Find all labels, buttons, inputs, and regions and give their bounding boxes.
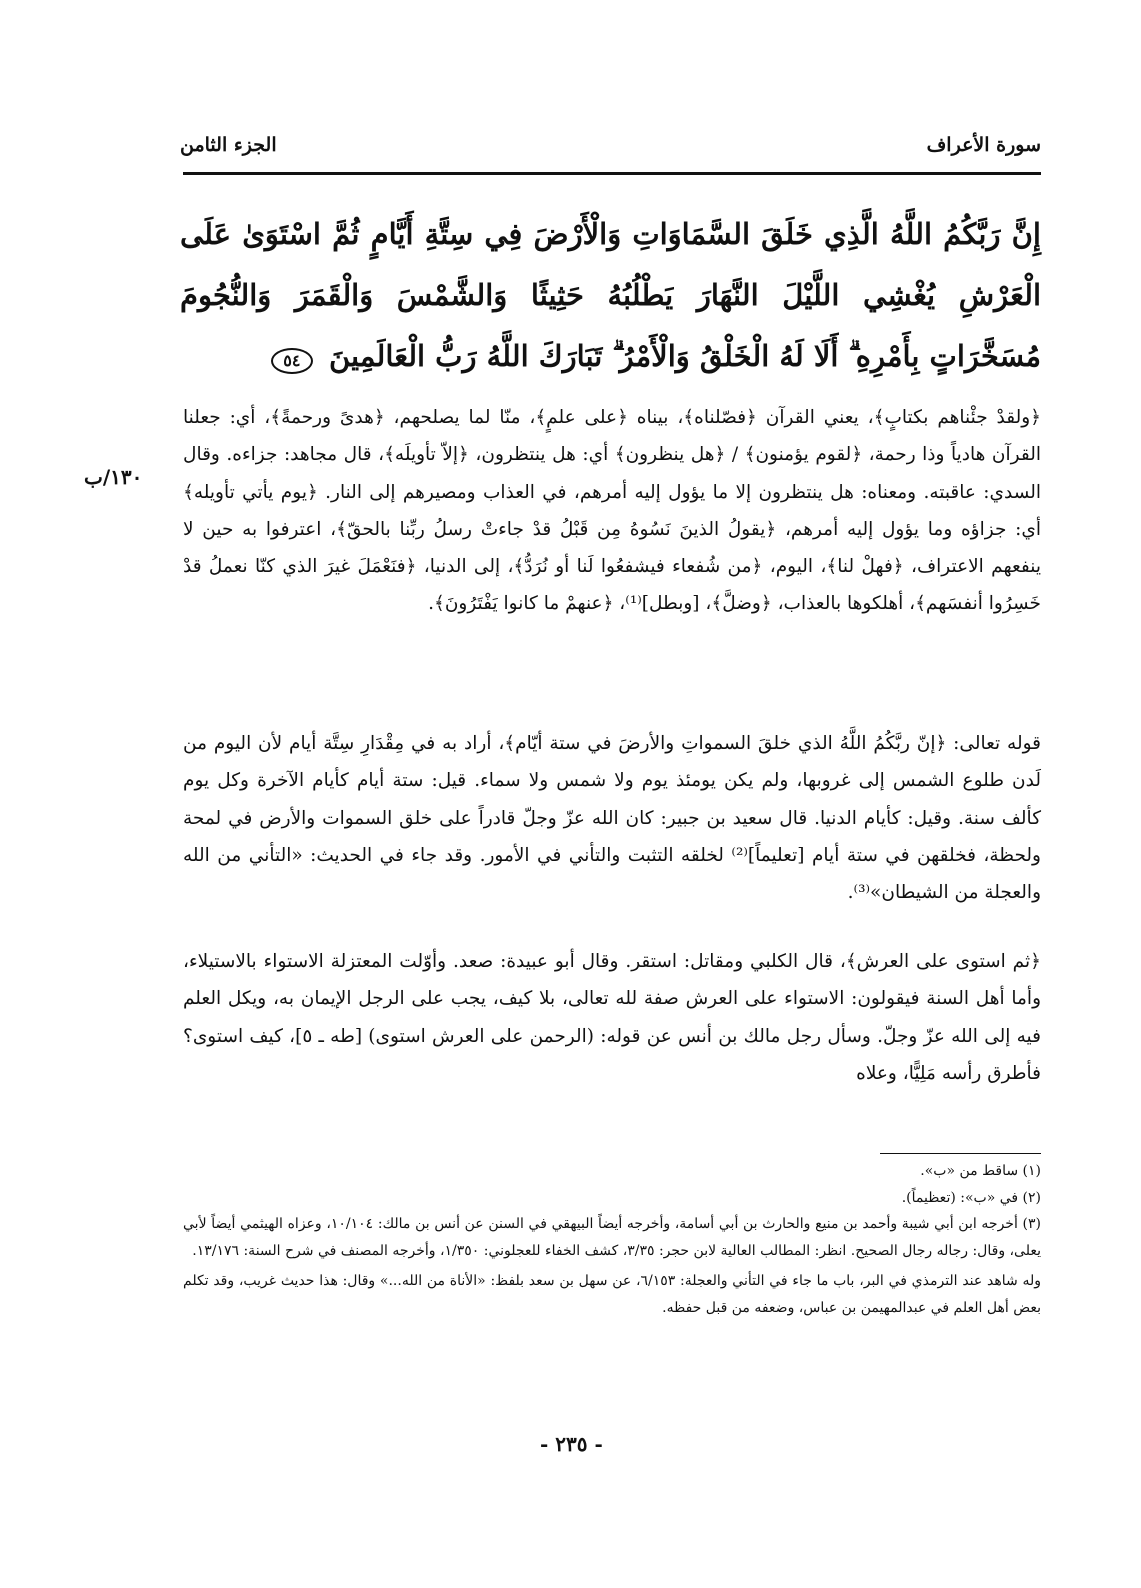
header-divider <box>183 172 1041 175</box>
part-title: الجزء الثامن <box>180 134 277 156</box>
verse-text: إِنَّ رَبَّكُمُ اللَّهُ الَّذِي خَلَقَ السَّمَاوَاتِ وَالْأَرْضَ فِي سِتَّةِ أَيَّامٍ ثُمَّ اسْتَوَىٰ عَلَى الْعَرْشِ يُغْشِي اللَّيْلَ النَّهَارَ يَطْلُبُهُ حَثِيثًا وَالشَّمْسَ وَالْقَمَرَ وَالنُّجُومَ مُسَخَّرَاتٍ بِأَمْرِهِ ۗ أَلَا لَهُ الْخَلْقُ وَالْأَمْرُ ۗ تَبَارَكَ اللَّهُ رَبُّ الْعَالَمِينَ <box>180 217 1041 373</box>
footnote-2: (٢) في «ب»: (تعظيماً). <box>901 1189 1041 1206</box>
surah-title: سورة الأعراف <box>926 134 1041 156</box>
footnote-1: (١) ساقط من «ب». <box>920 1163 1041 1179</box>
commentary-paragraph-3 <box>183 943 1041 1092</box>
verse-number-marker: ٥٤ <box>271 348 313 374</box>
commentary-paragraph-1 <box>183 399 1041 623</box>
paragraph-text: قوله تعالى: ﴿إنّ ربَّكُمُ اللَّهُ الذي خلقَ السمواتِ والأرضَ في ستة أيّام﴾، أراد به في مِقْدَارِ سِتَّة أيام لأن اليوم من لَدن طلوع الشمس إلى غروبها، ولم يكن يومئذ يوم ولا شمس ولا سماء. قيل: ستة أيام كأيام الآخرة وكل يوم كألف سنة. وقيل: كأيام الدنيا. قال سعيد بن جبير: كان الله عزّ وجلّ قادراً على خلق السموات والأرض في لمحة ولحظة، فخلقهن في ستة أيام [تعليماً]⁽²⁾ لخلقه التثبت والتأني في الأمور. وقد جاء في الحديث: «التأني من الله والعجلة من الشيطان»⁽³⁾. <box>183 733 1041 904</box>
footnote-3-continuation: وله شاهد عند الترمذي في البر، باب ما جاء في التأني والعجلة: ٦/١٥٣، عن سهل بن سعد بلفظ: «الأناة من الله...» وقال: هذا حديث غريب، وقد تكلم بعض أهل العلم في عبدالمهيمن بن عباس، وضعفه من قبل حفظه. <box>183 1273 1041 1316</box>
commentary-paragraph-2 <box>183 725 1041 911</box>
quran-verse <box>180 204 1041 387</box>
paragraph-text: ﴿ولقدْ جئْناهم بكتابٍ﴾، يعني القرآن ﴿فصّلناه﴾، بيناه ﴿على علمٍ﴾، منّا لما يصلحهم، ﴿هدىً ورحمةً﴾، أي: جعلنا القرآن هادياً وذا رحمة، ﴿لقوم يؤمنون﴾ / ﴿هل ينظرون﴾ أي: هل ينتظرون، ﴿إلاّ تأويلَه﴾، قال مجاهد: جزاءه. وقال السدي: عاقبته. ومعناه: هل ينتظرون إلا ما يؤول إليه أمرهم، في العذاب ومصيرهم إلى النار. ﴿يوم يأتي تأويله﴾ أي: جزاؤه وما يؤول إليه أمرهم، ﴿يقولُ الذينَ نَسُوهُ مِن قَبْلُ قدْ جاءتْ رسلُ ربِّنا بالحقّ﴾، اعترفوا به حين لا ينفعهم الاعتراف، ﴿فهلْ لنا﴾، اليوم، ﴿من شُفعاء فيشفعُوا لَنا أو نُرَدُّ﴾، إلى الدنيا، ﴿فنَعْمَلَ غيرَ الذي كنّا نعملُ قدْ خَسِرُوا أنفسَهم﴾، أهلكوها بالعذاب، ﴿وضلَّ﴾، [وبطل]⁽¹⁾، ﴿عنهمْ ما كانوا يَفْتَرُونَ﴾. <box>183 407 1041 615</box>
footnotes <box>183 1158 1041 1321</box>
footnote-divider <box>880 1153 1041 1154</box>
margin-folio-note: ١٣٠/ب <box>84 465 143 489</box>
footnote-3: (٣) أخرجه ابن أبي شيبة وأحمد بن منيع والحارث بن أبي أسامة، وأخرجه أيضاً البيهقي في السنن عن أنس بن مالك: ١٠/١٠٤، وعزاه الهيثمي أيضاً لأبي يعلى، وقال: رجاله رجال الصحيح. انظر: المطالب العالية لابن حجر: ٣/٣٥، كشف الخفاء للعجلوني: ١/٣٥٠، وأخرجه المصنف في شرح السنة: ١٣/١٧٦. <box>183 1216 1041 1259</box>
paragraph-text: ﴿ثم استوى على العرش﴾، قال الكلبي ومقاتل: استقر. وقال أبو عبيدة: صعد. وأوّلت المعتزلة الاستواء بالاستيلاء، وأما أهل السنة فيقولون: الاستواء على العرش صفة لله تعالى، بلا كيف، يجب على الرجل الإيمان به، ويكل العلم فيه إلى الله عزّ وجلّ. وسأل رجل مالك بن أنس عن قوله: (الرحمن على العرش استوى) [طه ـ ٥]، كيف استوى؟ فأطرق رأسه مَلِيًّا، وعلاه <box>183 951 1041 1084</box>
page-number: - ٢٣٥ - <box>540 1432 603 1456</box>
